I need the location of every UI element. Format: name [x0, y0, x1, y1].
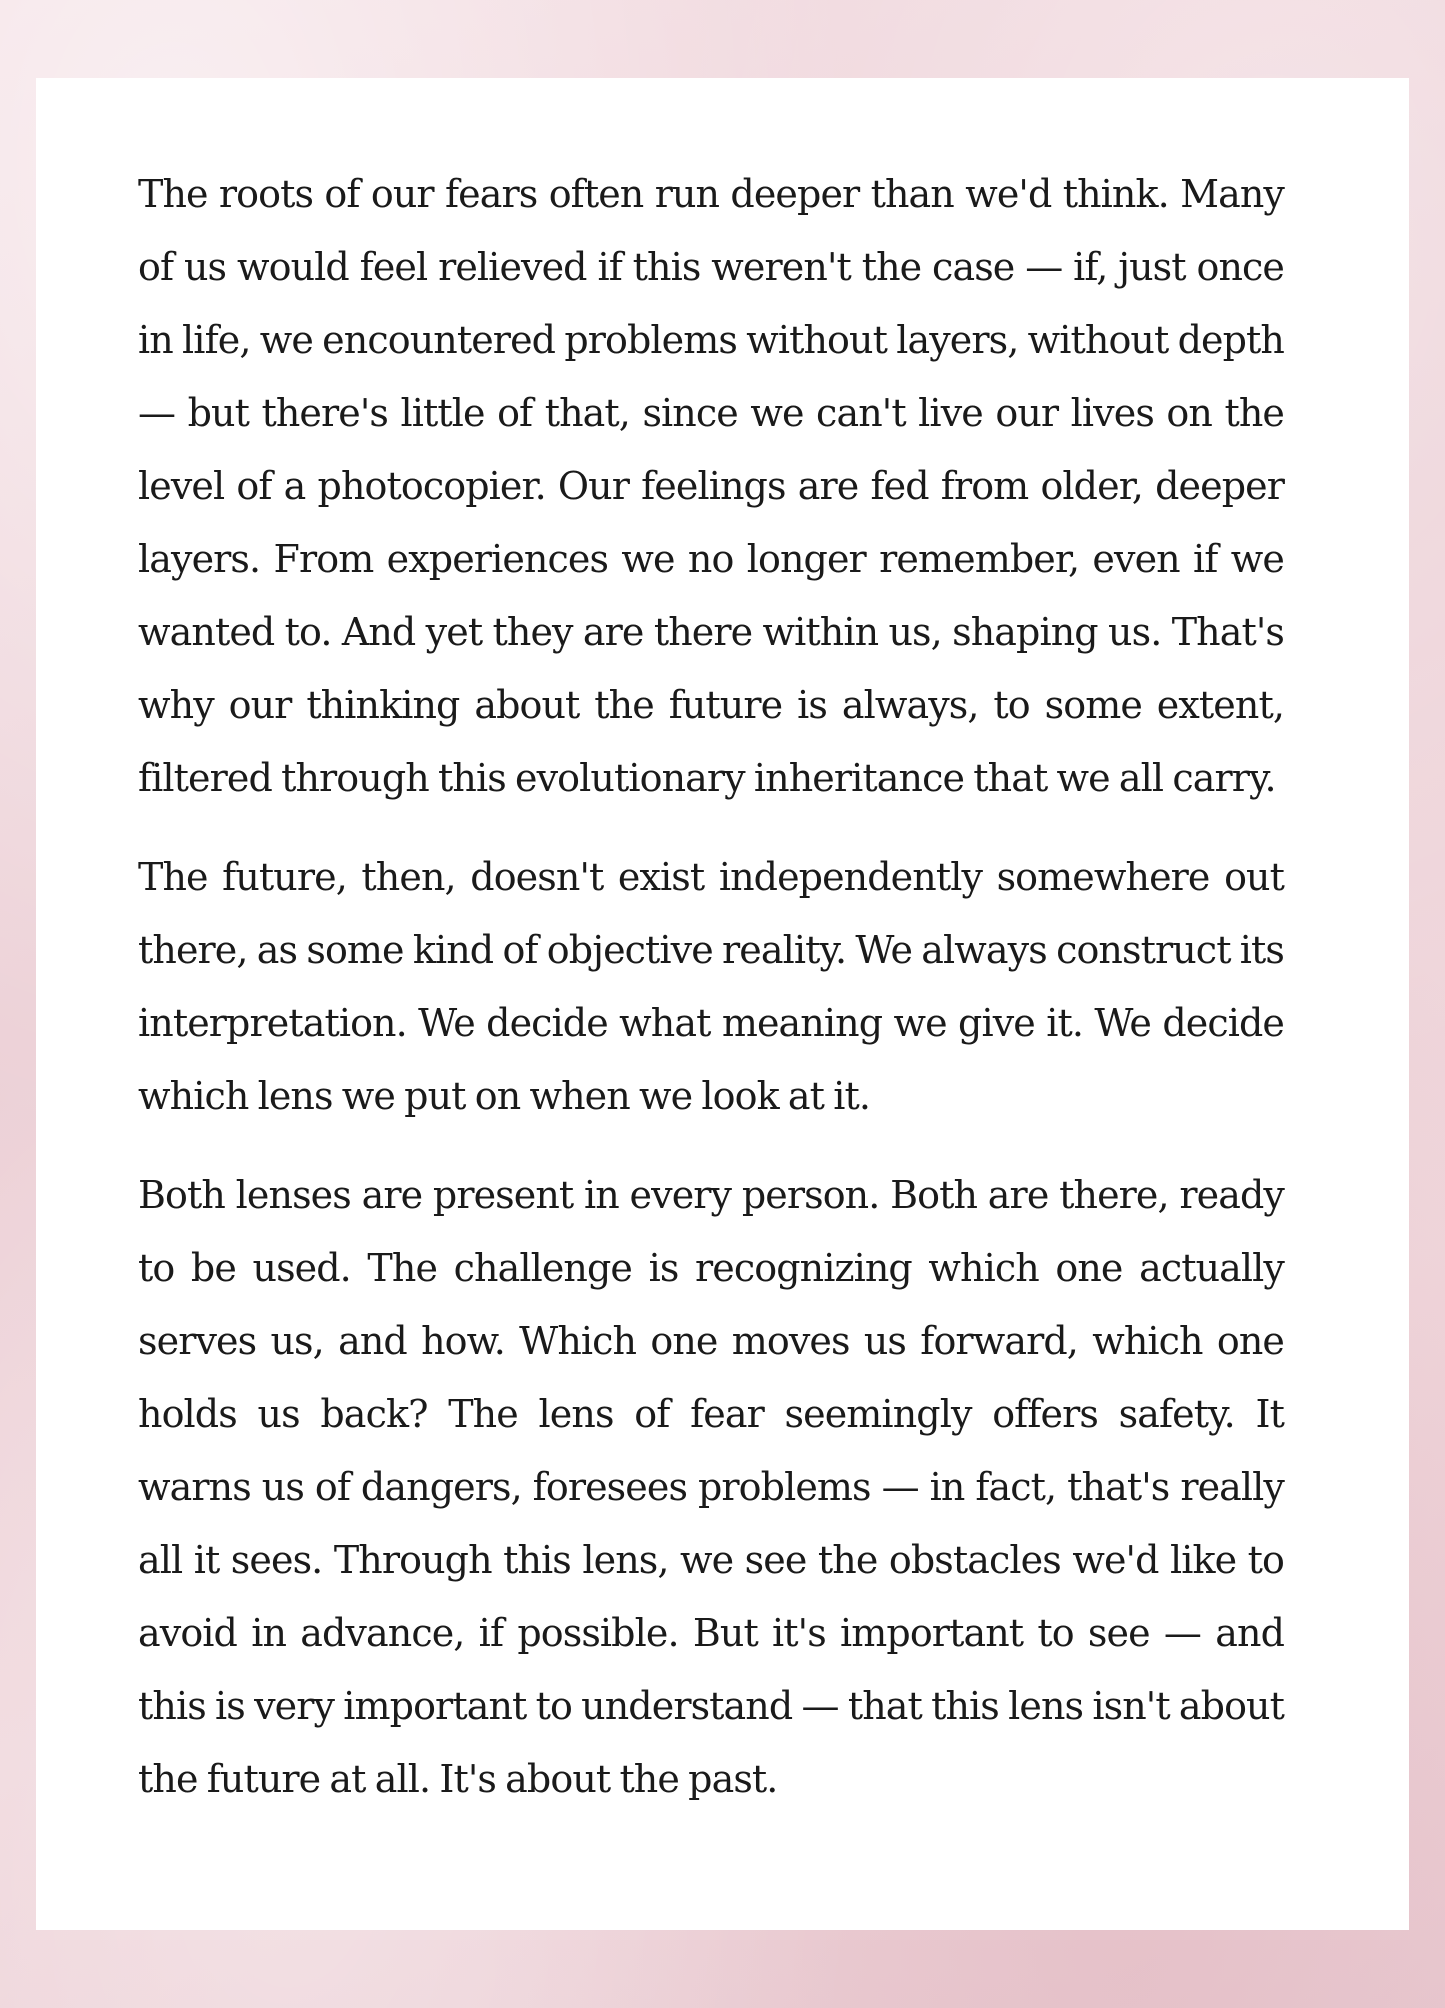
paragraph-3: Both lenses are present in every person. Both are there, ready to be used. The challenge is recognizing which one actually serves us, and how. Which one moves us forward, which one holds us back? The lens of fear seemingly offers safety. It warns us of dangers, foresees problems — in fact, that's really all it sees. Through this lens, we see the obstacles we'd like to avoid in advance, if possible. But it's important to see — and this is very important to understand — that this lens isn't about the future at all. It's about the past. — [138, 1173, 1284, 1801]
page-card — [36, 78, 1409, 1930]
paragraph-1: The roots of our fears often run deeper than we'd think. Many of us would feel relieved if this weren't the case — if, just once in life, we encountered problems without layers, without depth — but there's little of that, since we can't live our lives on the level of a photocopier. Our feelings are fed from older, deeper layers. From experiences we no longer remember, even if we wanted to. And yet they are there within us, shaping us. That's why our thinking about the future is always, to some extent, filtered through this evolutionary inheritance that we all carry. — [138, 172, 1284, 800]
paragraph-2: The future, then, doesn't exist independently somewhere out there, as some kind of objective reality. We always construct its interpretation. We decide what meaning we give it. We decide which lens we put on when we look at it. — [138, 855, 1284, 1118]
